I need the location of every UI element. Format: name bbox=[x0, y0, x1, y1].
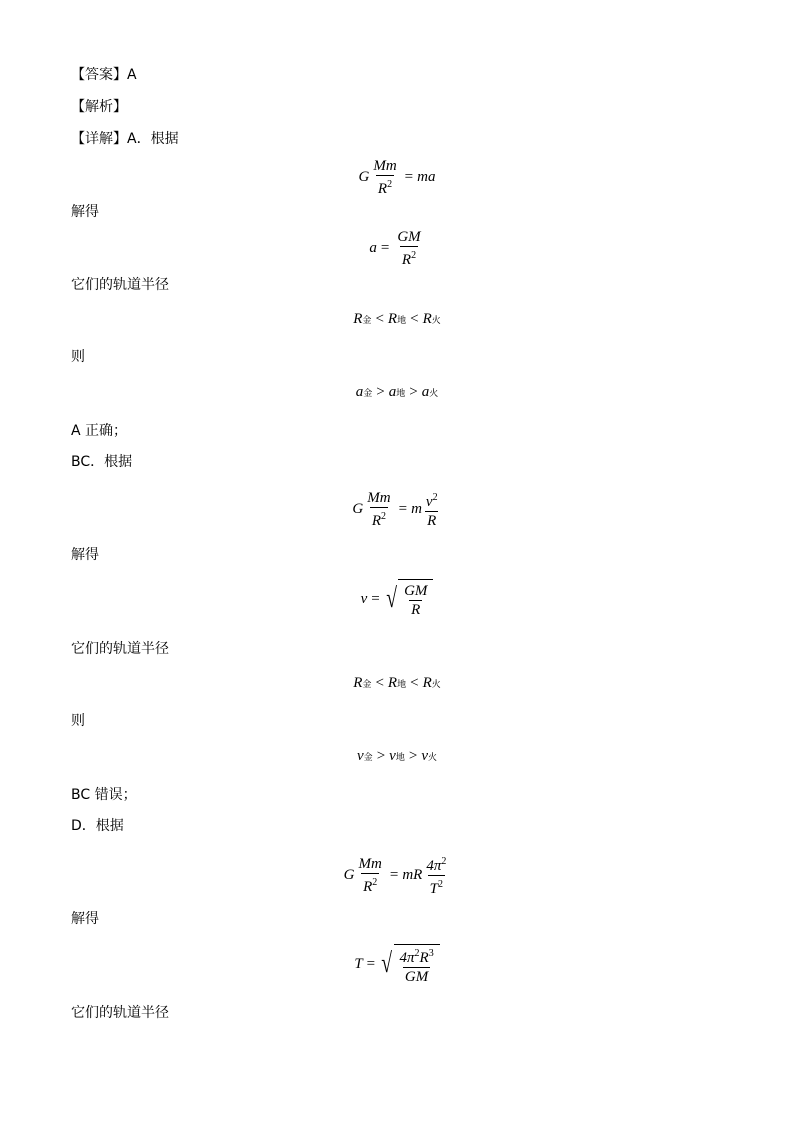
equation-accel-result: a = $\frac{GM}{R^2}$ bbox=[369, 229, 421, 268]
equation-gravity-velocity: G $\frac{Mm}{R^2}$ = m $\frac{v^2}{R}$ bbox=[352, 490, 438, 529]
a-correct-line: A 正确； bbox=[71, 423, 128, 439]
radius-line-1: 它们的轨道半径 bbox=[71, 277, 169, 293]
equation-radius-order-2: R 金 < R 地 < R 火 bbox=[353, 675, 441, 691]
equation-gravity-period: G $\frac{Mm}{R^2}$ = mR $\frac{4\pi^2}{T^2}$ bbox=[343, 856, 447, 897]
equation-radius-order-1: R 金 < R 地 < R 火 bbox=[353, 311, 441, 327]
equation-period-result: T = √ $\frac{4\pi^2R^3}{GM}$ bbox=[0, 944, 794, 985]
equation-velocity-order: v 金 > v 地 > v 火 bbox=[357, 748, 437, 764]
solve-line-2: 解得 bbox=[71, 547, 99, 563]
equation-accel-order: a 金 > a 地 > a 火 bbox=[355, 384, 439, 400]
answer-line: 【答案】A bbox=[71, 67, 137, 83]
bc-basis-line: BC．根据 bbox=[71, 454, 133, 470]
analysis-heading: 【解析】 bbox=[71, 99, 127, 115]
detail-a-line: 【详解】A．根据 bbox=[71, 131, 179, 147]
radius-line-2: 它们的轨道半径 bbox=[71, 641, 169, 657]
radius-line-3: 它们的轨道半径 bbox=[71, 1005, 169, 1021]
d-basis-line: D．根据 bbox=[71, 818, 124, 834]
solve-line-3: 解得 bbox=[71, 911, 99, 927]
equation-gravity-accel: G $\frac{Mm}{R^2}$ = ma bbox=[358, 158, 436, 197]
then-line-1: 则 bbox=[71, 349, 85, 365]
solve-line-1: 解得 bbox=[71, 204, 99, 220]
bc-wrong-line: BC 错误； bbox=[71, 787, 137, 803]
then-line-2: 则 bbox=[71, 713, 85, 729]
equation-velocity-result: v = √ $\frac{GM}{R}$ bbox=[0, 579, 794, 619]
